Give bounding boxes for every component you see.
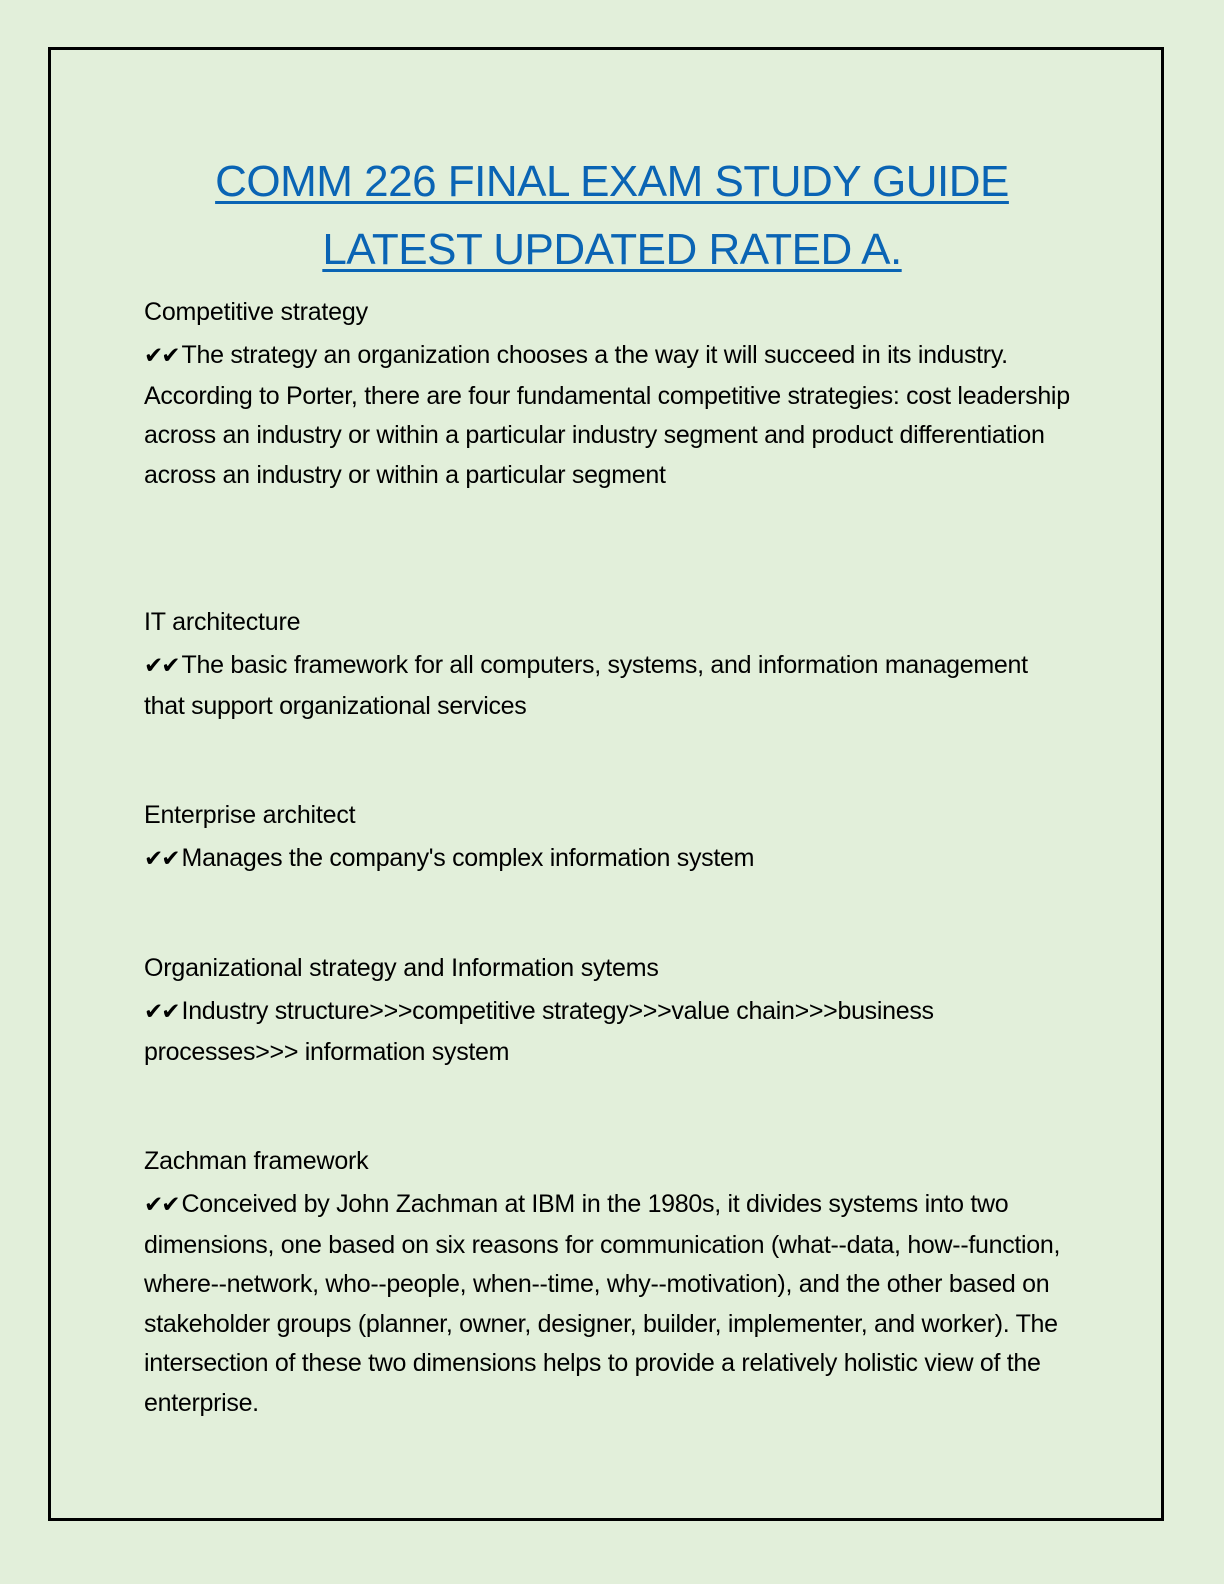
definition-body: Manages the company's complex information system: [181, 844, 755, 872]
definition-text: [144, 839, 1074, 880]
qa-item-enterprise-architect: [144, 795, 1074, 880]
term-heading: Organizational strategy and Information sytems: [144, 954, 659, 982]
definition-text: [144, 1185, 1074, 1423]
title-line-1: COMM 226 FINAL EXAM STUDY GUIDE: [215, 157, 1009, 206]
term-heading: Enterprise architect: [144, 801, 356, 829]
definition-body: Industry structure>>>competitive strategy>>>value chain>>>business processes>>> information system: [144, 997, 934, 1066]
definition-body: The strategy an organization chooses a the way it will succeed in its industry. According to Porter, there are four fundamental competitive strategies: cost leadership across an industry or within a particular industry segment and product differentiation across an industry or within a particular segment: [144, 341, 1070, 489]
qa-item-competitive-strategy: [144, 292, 1074, 495]
page-title: [0, 148, 1224, 284]
term-heading: IT architecture: [144, 608, 301, 636]
term-heading: Zachman framework: [144, 1147, 369, 1175]
title-line-2: LATEST UPDATED RATED A.: [322, 225, 902, 274]
qa-item-it-architecture: [144, 602, 1074, 726]
definition-body: Conceived by John Zachman at IBM in the 1980s, it divides systems into two dimensions, one based on six reasons for communication (what--data, how--function, where--network, who--people, when--time, why--motivation), and the other based on stakeholder groups (planner, owner, designer, builder, implementer, and worker). The intersection of these two dimensions helps to provide a relatively holistic view of the enterprise.: [144, 1190, 1061, 1417]
definition-text: [144, 646, 1074, 726]
qa-item-zachman-framework: [144, 1141, 1074, 1423]
definition-text: [144, 336, 1074, 495]
double-check-icon: ✔✔: [144, 846, 179, 872]
double-check-icon: ✔✔: [144, 999, 179, 1025]
double-check-icon: ✔✔: [144, 343, 179, 369]
double-check-icon: ✔✔: [144, 653, 179, 679]
definition-body: The basic framework for all computers, systems, and information management that support organizational services: [144, 651, 1028, 720]
qa-item-organizational-strategy: [144, 948, 1074, 1072]
definition-text: [144, 992, 1074, 1072]
term-heading: Competitive strategy: [144, 298, 368, 326]
double-check-icon: ✔✔: [144, 1192, 179, 1218]
